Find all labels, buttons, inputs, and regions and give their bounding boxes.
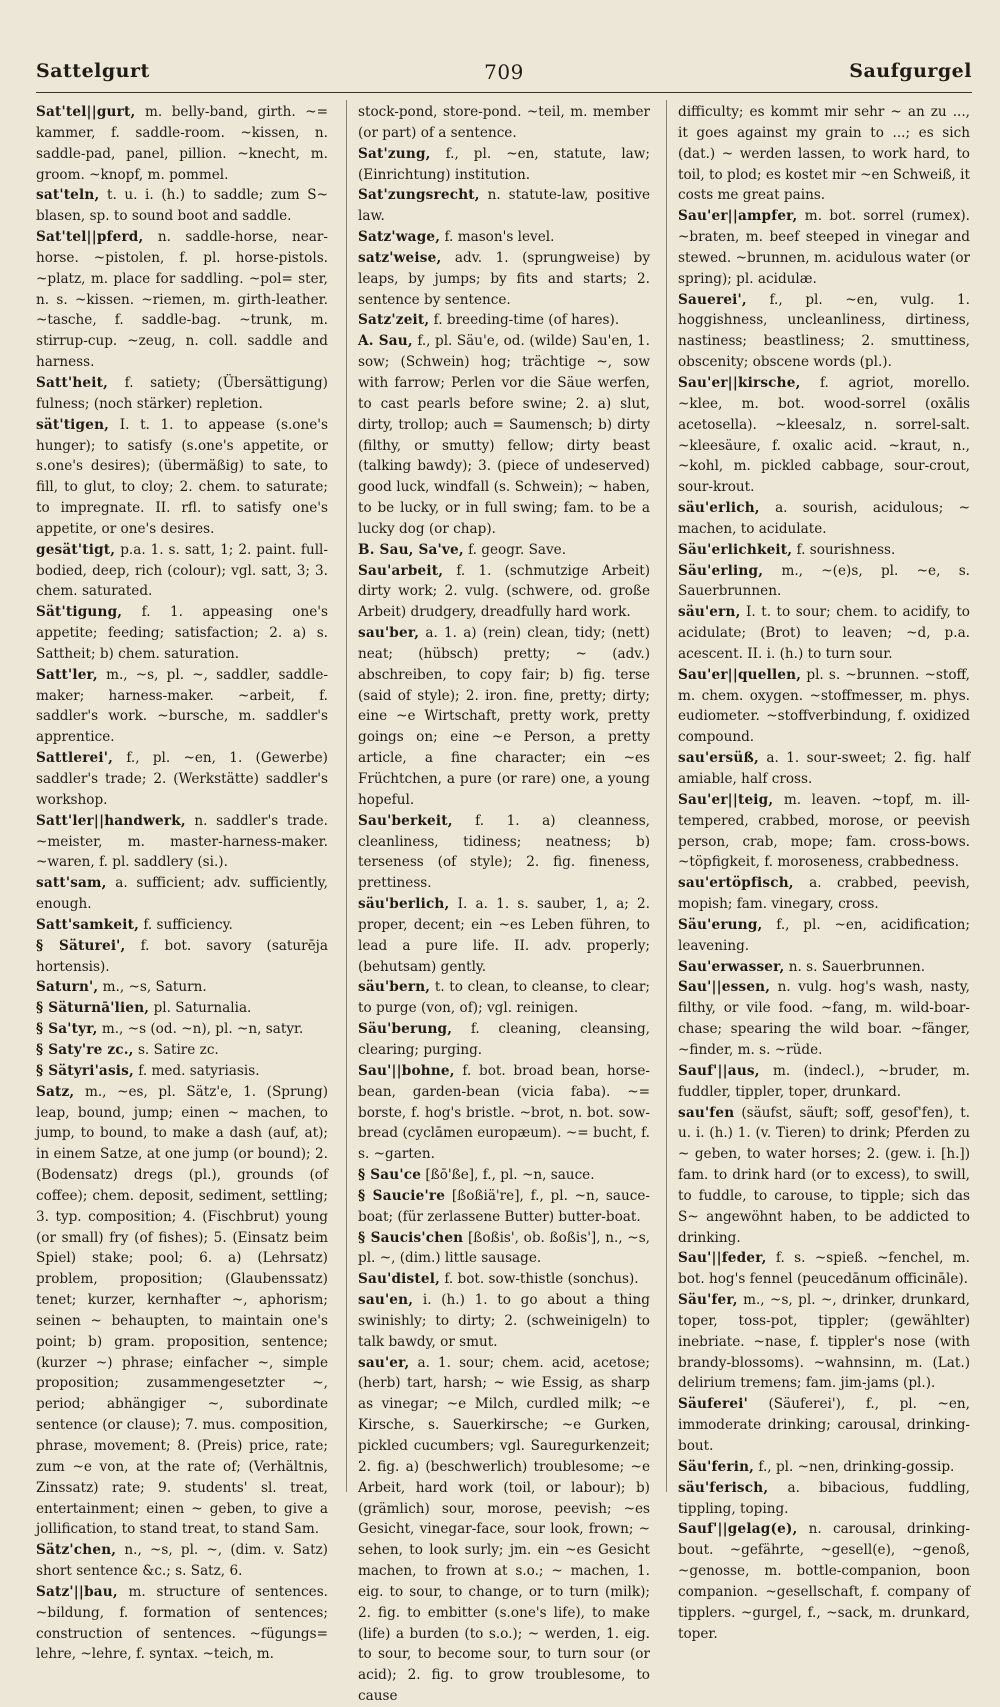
dictionary-entry xyxy=(36,1582,328,1665)
definition-text: f. satiety; (Übersättigung) fulness; (noch stärker) repletion. xyxy=(36,374,328,412)
dictionary-entry xyxy=(358,185,650,227)
definition-text: n. vulg. hog's wash, nasty, filthy, or vile food. ~fang, m. wild-boar-chase; spearing the wild boar. ~fänger, ~finder, m. s. ~rüde. xyxy=(678,979,970,1058)
headword: satz'weise, xyxy=(358,249,442,266)
headword: § Sätyri'asis, xyxy=(36,1062,134,1079)
headword: B. Sau, Sa've, xyxy=(358,541,464,558)
definition-text: p.a. 1. s. satt, 1; 2. paint. full-bodied, deep, rich (colour); vgl. satt, 3; 3. chem. saturated. xyxy=(36,541,328,600)
definition-text: f. 1. (schmutzige Arbeit) dirty work; 2. vulg. (schwere, od. große Arbeit) drudgery, dreadfully hard work. xyxy=(358,562,650,621)
dictionary-entry xyxy=(36,748,328,811)
dictionary-entry xyxy=(36,936,328,978)
dictionary-entry xyxy=(36,415,328,540)
headword: Säu'erling, xyxy=(678,562,764,579)
dictionary-entry xyxy=(678,748,970,790)
header-left-catchword: Sattelgurt xyxy=(36,60,150,82)
headword: Säu'berung, xyxy=(358,1021,453,1038)
definition-text: a. 1. sour; chem. acid, acetose; (herb) tart, harsh; ~ wie Essig, as sharp as vinegar; ~e Milch, curdled milk; ~e Kirsche, s. Sauerkirsche; ~e Gurken, pickled cucumbers; vgl. Sauregurkenzeit; 2. fig. a) (beschwerlich) troublesome; ~e Arbeit, hard work (toil, or labour); b) (grämlich) sour, morose, peevish; ~es Gesicht, vinegar-face, sour look, frown; ~ sehen, to look surly; jm. ein ~es Gesicht machen, to frown at s.o.; ~ machen, 1. eig. to sour, to change, or to turn (milk); 2. fig. to embitter (s.one's life), to make (life) a burden (to s.o.); ~ werden, 1. eig. to sour, to become sour, to turn sour (or acid); 2. fig. to grow troublesome, to cause xyxy=(358,1354,650,1705)
headword: Säu'fer, xyxy=(678,1292,738,1309)
headword: Säu'erlichkeit, xyxy=(678,541,793,558)
headword: Sät'tigung, xyxy=(36,604,123,621)
dictionary-entry xyxy=(678,873,970,915)
headword: Sau'er||teig, xyxy=(678,791,774,808)
dictionary-entry xyxy=(678,665,970,748)
dictionary-entry xyxy=(358,811,650,894)
definition-text: t. to clean, to cleanse, to clear; to purge (von, of); vgl. reinigen. xyxy=(358,979,650,1017)
headword: § Sa'tyr, xyxy=(36,1021,98,1038)
headword: Satt'samkeit, xyxy=(36,916,140,933)
dictionary-entry xyxy=(36,665,328,748)
definition-text: n. carousal, drinking-bout. ~gefährte, ~gesell(e), ~genoß, ~genosse, m. bottle-companion, boon companion. ~gesellschaft, f. company of tipplers. ~gurgel, f., ~sack, m. drunkard, toper. xyxy=(678,1521,970,1642)
definition-text: t. u. i. (h.) to saddle; zum S~ blasen, sp. to sound boot and saddle. xyxy=(36,187,328,225)
definition-text: [ßō'ße], f., pl. ~n, sauce. xyxy=(421,1167,595,1184)
dictionary-entry xyxy=(358,248,650,311)
dictionary-entry xyxy=(678,957,970,978)
headword: Sau'||bohne, xyxy=(358,1062,455,1079)
definition-text: m. structure of sentences. ~bildung, f. formation of sentences; construction of sentences. ~fügungs= lehre, ~lehre, f. syntax. ~teich, m. xyxy=(36,1583,328,1663)
dictionary-entry xyxy=(678,1519,970,1644)
headword: Sau'berkeit, xyxy=(358,812,453,829)
headword: § Saucis'chen xyxy=(358,1229,464,1246)
headword: Sat'tel||pferd, xyxy=(36,229,144,246)
definition-text: m. (indecl.), ~bruder, m. fuddler, tippler, toper, drunkard. xyxy=(678,1062,970,1100)
definition-text: f. med. satyriasis. xyxy=(133,1062,260,1079)
definition-text: n. saddler's trade. ~meister, m. master-harness-maker. ~waren, f. pl. saddlery (si.). xyxy=(36,812,328,871)
headword: säu'ferisch, xyxy=(678,1479,769,1496)
definition-text: difficulty; es kommt mir sehr ~ an zu ..., it goes against my grain to ...; es sich (dat.) ~ werden lassen, to work hard, to toil, to plod; es kostet mir ~en Schweiß, it costs me great pains. xyxy=(678,104,970,204)
definition-text: a. 1. sour-sweet; 2. fig. half amiable, half cross. xyxy=(678,750,970,787)
headword: Sat'tel||gurt, xyxy=(36,104,136,120)
dictionary-entry xyxy=(678,1394,970,1457)
headword: sau'ersüß, xyxy=(678,750,759,767)
dictionary-entry xyxy=(678,977,970,1060)
headword: Satz'wage, xyxy=(358,229,441,246)
dictionary-entry xyxy=(36,977,328,998)
dictionary-entry xyxy=(358,1269,650,1290)
definition-text: m., ~es, pl. Sätz'e, 1. (Sprung) leap, bound, jump; einen ~ machen, to jump, to bound, to make a dash (auf, at); in einem Satze, at one jump (or bound); 2. (Bodensatz) dregs (pl.), grounds (of coffee); chem. deposit, sediment, settling; 3. typ. composition; 4. (Fischbrut) young (or small) fry (of fishes); 5. (Einsatz beim Spiel) stake; pool; 6. a) (Lehrsatz) problem, proposition; (Glaubenssatz) tenet; kurzer, kernhafter ~, aphorism; seinen ~ behaupten, to maintain one's point; b) gram. proposition, sentence; (kurzer ~) phrase; einfacher ~, simple proposition; zusammengesetzter ~, period; abhängiger ~, subordinate sentence (or clause); 7. mus. composition, phrase, movement; 8. (Preis) price, rate; zum ~e von, at the rate of; (Verhältnis, Zinssatz) rate; 9. students' sl. treat, entertainment; einen ~ geben, to give a jollification, to stand treat, to stand Sam. xyxy=(36,1083,328,1538)
headword: säu'berlich, xyxy=(358,896,450,913)
headword: Satt'ler||handwerk, xyxy=(36,812,186,829)
headword: sau'ber, xyxy=(358,625,420,642)
dictionary-entry xyxy=(678,1061,970,1103)
headword: Satt'heit, xyxy=(36,374,109,391)
dictionary-entry xyxy=(678,498,970,540)
headword: Sau'er||kirsche, xyxy=(678,374,801,391)
definition-text: a. 1. a) (rein) clean, tidy; (nett) neat; (hübsch) pretty; ~ (adv.) abschreiben, to copy fair; b) fig. terse (said of style); 2. iron. fine, pretty; dirty; eine ~e Wirtschaft, pretty work, pretty goings on; eine ~e Person, a pretty article, a fine character; ein ~es Früchtchen, a pure (or rare) one, a young hopeful. xyxy=(358,625,650,808)
definition-text: n. statute-law, positive law. xyxy=(358,187,650,225)
dictionary-entry xyxy=(678,1478,970,1520)
dictionary-entry xyxy=(678,790,970,873)
definition-text: stock-pond, store-pond. ~teil, m. member (or part) of a sentence. xyxy=(358,104,650,141)
headword: § Saty're zc., xyxy=(36,1041,134,1058)
definition-text: f. bot. broad bean, horse-bean, garden-bean (vicia faba). ~= borste, f. hog's bristle. ~brot, n. bot. sow-bread (cyclāmen europæum). ~= bucht, f. s. ~garten. xyxy=(358,1062,650,1163)
dictionary-entry xyxy=(678,540,970,561)
headword: Satz, xyxy=(36,1083,75,1100)
dictionary-entry xyxy=(36,1019,328,1040)
definition-text: [ßoßiä're], f., pl. ~n, sauce-boat; (für zerlassene Butter) butter-boat. xyxy=(358,1187,650,1225)
headword: sät'tigen, xyxy=(36,416,110,433)
headword: sau'er, xyxy=(358,1354,410,1371)
definition-text: a. sufficient; adv. sufficiently, enough. xyxy=(36,875,328,913)
headword: Sat'zungsrecht, xyxy=(358,187,480,204)
dictionary-entry xyxy=(358,623,650,811)
dictionary-entry xyxy=(36,227,328,373)
dictionary-entry xyxy=(36,1061,328,1082)
dictionary-entry xyxy=(358,1290,650,1353)
headword: sau'en, xyxy=(358,1292,414,1309)
dictionary-entry xyxy=(36,998,328,1019)
dictionary-entry xyxy=(678,1248,970,1290)
dictionary-entry xyxy=(36,373,328,415)
definition-text: I. t. to sour; chem. to acidify, to acidulate; (Brot) to leaven; ~d, p.a. acescent. II. i. (h.) to turn sour. xyxy=(678,604,970,662)
headword: Satt'ler, xyxy=(36,666,98,683)
headword: Säu'erung, xyxy=(678,916,763,933)
headword: Sau'erwasser, xyxy=(678,958,785,975)
definition-text: m., ~(e)s, pl. ~e, s. Sauerbrunnen. xyxy=(678,562,970,600)
dictionary-entry xyxy=(36,873,328,915)
headword: Sau'||essen, xyxy=(678,979,771,996)
headword: Säu'ferin, xyxy=(678,1458,755,1475)
headword: sau'fen xyxy=(678,1104,735,1121)
dictionary-entry xyxy=(36,1082,328,1541)
headword: Satz'||bau, xyxy=(36,1583,118,1600)
definition-text: m., ~s, Saturn. xyxy=(98,979,207,996)
dictionary-entry xyxy=(358,1019,650,1061)
headword: § Saucie're xyxy=(358,1187,446,1204)
headword: § Säturei', xyxy=(36,937,126,954)
dictionary-entry xyxy=(358,894,650,977)
definition-text: f. geogr. Save. xyxy=(463,541,567,558)
definition-text: f., pl. ~en, acidification; leavening. xyxy=(678,916,970,954)
definition-text: m., ~s, pl. ~, saddler, saddle-maker; harness-maker. ~arbeit, f. saddler's work. ~bursche, m. saddler's apprentice. xyxy=(36,666,328,746)
headword: Säuferei' xyxy=(678,1396,748,1413)
column-divider xyxy=(346,100,347,1492)
dictionary-entry xyxy=(358,227,650,248)
headword: Sauf'||aus, xyxy=(678,1062,760,1079)
definition-text: f., pl. ~en, vulg. 1. hoggishness, uncleanliness, dirtiness, nastiness; beastliness; 2. smuttiness, obscenity; obscene words (pl.). xyxy=(678,291,970,371)
dictionary-entry xyxy=(678,102,970,206)
dictionary-entry xyxy=(36,102,328,185)
definition-text: m., ~s (od. ~n), pl. ~n, satyr. xyxy=(97,1021,304,1038)
dictionary-entry xyxy=(678,602,970,665)
definition-text: i. (h.) 1. to go about a thing swinishly; to dirty; 2. (schweinigeln) to talk bawdy, or smut. xyxy=(358,1292,650,1350)
headword: Sauf'||gelag(e), xyxy=(678,1521,798,1538)
definition-text: pl. s. ~brunnen. ~stoff, m. chem. oxygen. ~stoffmesser, m. phys. eudiometer. ~stoffverbindung, f. oxidized compound. xyxy=(678,666,970,746)
dictionary-entry xyxy=(678,915,970,957)
headword: Sat'zung, xyxy=(358,145,431,162)
definition-text: pl. Saturnalia. xyxy=(149,1000,252,1017)
dictionary-entry xyxy=(358,1165,650,1186)
headword: § Säturnā'lien, xyxy=(36,1000,150,1017)
dictionary-entry xyxy=(678,290,970,373)
definition-text: n. saddle-horse, near-horse. ~pistolen, f. pl. horse-pistols. ~platz, m. place for saddling. ~pol= ster, n. s. ~kissen. ~riemen, m. girth-leather. ~tasche, f. saddle-bag. ~trunk, m. stirrup-cup. ~zeug, n. coll. saddle and harness. xyxy=(36,229,328,371)
dictionary-entry xyxy=(36,1540,328,1582)
column-divider xyxy=(666,100,667,1492)
dictionary-entry xyxy=(358,1061,650,1165)
definition-text: n., ~s, pl. ~, (dim. v. Satz) short sentence &c.; s. Satz, 6. xyxy=(36,1542,328,1580)
definition-text: f., pl. ~en, statute, law; (Einrichtung) institution. xyxy=(358,145,650,183)
definition-text: f. 1. appeasing one's appetite; feeding; satisfaction; 2. a) s. Sattheit; b) chem. saturation. xyxy=(36,604,328,662)
definition-text: f., pl. ~nen, drinking-gossip. xyxy=(754,1458,955,1475)
page-header xyxy=(36,60,972,90)
definition-text: m. bot. sorrel (rumex). ~braten, m. beef steeped in vinegar and stewed. ~brunnen, m. acidulous water (or spring); pl. acidulæ. xyxy=(678,208,970,287)
dictionary-entry xyxy=(36,540,328,603)
dictionary-entry xyxy=(358,1186,650,1228)
header-right-catchword: Saufgurgel xyxy=(849,60,972,82)
headword: Satz'zeit, xyxy=(358,312,430,329)
dictionary-entry xyxy=(36,185,328,227)
column-1 xyxy=(36,102,328,1663)
dictionary-entry xyxy=(36,811,328,874)
definition-text: f., pl. ~en, 1. (Gewerbe) saddler's trade; 2. (Werkstätte) saddler's workshop. xyxy=(36,750,328,808)
definition-text: I. a. 1. s. sauber, 1, a; 2. proper, decent; ein ~es Leben führen, to lead a pure life. II. adv. properly; (behutsam) gently. xyxy=(358,896,650,975)
column-3 xyxy=(678,102,970,1642)
definition-text: f. sourishness. xyxy=(792,541,896,558)
definition-text: f. bot. sow-thistle (sonchus). xyxy=(440,1271,639,1288)
definition-text: s. Satire zc. xyxy=(133,1041,219,1058)
dictionary-entry xyxy=(358,1228,650,1270)
headword: § Sau'ce xyxy=(358,1167,422,1184)
dictionary-entry xyxy=(678,206,970,289)
definition-text: I. t. 1. to appease (s.one's hunger); to satisfy (s.one's appetite, or s.one's desires); (übermäßig) to sate, to fill, to glut, to cloy; 2. chem. to saturate; to impregnate. II. rfl. to satisfy one's appetite, or one's desires. xyxy=(36,416,328,537)
definition-text: f., pl. Säu'e, od. (wilde) Sau'en, 1. sow; (Schwein) hog; trächtige ~, sow with farrow; Perlen vor die Säue werfen, to cast pearls before swine; 2. a) slut, dirty, trollop; auch = Saumensch; b) dirty (filthy, or smutty) fellow; dirty beast (talking bawdy); 3. (piece of undeserved) good luck, windfall (s. Schwein); ~ haben, to be lucky, or in full swing; fam. to be a lucky dog (or chap). xyxy=(358,333,650,537)
headword: satt'sam, xyxy=(36,875,107,892)
column-2 xyxy=(358,102,650,1705)
dictionary-entry xyxy=(36,602,328,665)
definition-text: f. cleaning, cleansing, clearing; purging. xyxy=(358,1021,650,1058)
dictionary-entry xyxy=(358,1353,650,1707)
definition-text: f. sufficiency. xyxy=(139,916,233,933)
headword: säu'erlich, xyxy=(678,500,760,517)
definition-text: f. 1. a) cleanness, cleanliness, tidiness; neatness; b) terseness (of style); 2. fig. fineness, prettiness. xyxy=(358,812,650,892)
headword: Sätz'chen, xyxy=(36,1542,117,1559)
headword: Saturn', xyxy=(36,979,99,996)
page-number: 709 xyxy=(484,60,524,84)
headword: Sauerei', xyxy=(678,291,747,308)
dictionary-entry xyxy=(358,102,650,144)
definition-text: m. belly-band, girth. ~= kammer, f. saddle-room. ~kissen, n. saddle-pad, panel, pillion. ~knecht, m. groom. ~knopf, m. pommel. xyxy=(36,104,328,183)
header-rule xyxy=(36,92,972,93)
headword: A. Sau, xyxy=(358,333,413,350)
headword: Sau'distel, xyxy=(358,1271,441,1288)
definition-text: (säufst, säuft; soff, gesof'fen), t. u. i. (h.) 1. (v. Tieren) to drink; Pferden zu ~ geben, to water horses; 2. (gew. i. [h.]) fam. to drink hard (or to excess), to swill, to fuddle, to carouse, to tipple; sich das S~ angewöhnt haben, to be addicted to drinking. xyxy=(678,1104,970,1246)
definition-text: a. crabbed, peevish, mopish; fam. vinegary, cross. xyxy=(678,875,970,913)
definition-text: f. agriot, morello. ~klee, m. bot. wood-sorrel (oxālis acetosella). ~kleesalz, n. sorrel-salt. ~kleesäure, f. oxalic acid. ~kraut, n., ~kohl, m. pickled cabbage, sour-crout, sour-krout. xyxy=(678,374,970,496)
headword: säu'bern, xyxy=(358,979,431,996)
dictionary-entry xyxy=(678,561,970,603)
headword: gesät'tigt, xyxy=(36,541,116,558)
dictionary-entry xyxy=(358,977,650,1019)
headword: Sau'||feder, xyxy=(678,1250,767,1267)
dictionary-entry xyxy=(678,1457,970,1478)
definition-text: n. s. Sauerbrunnen. xyxy=(784,958,926,975)
definition-text: a. bibacious, fuddling, tippling, toping. xyxy=(678,1479,970,1517)
headword: Sau'er||ampfer, xyxy=(678,208,798,225)
headword: sat'teln, xyxy=(36,187,100,204)
definition-text: f. mason's level. xyxy=(440,229,555,246)
headword: Sau'er||quellen, xyxy=(678,666,802,683)
headword: säu'ern, xyxy=(678,604,741,621)
definition-text: m., ~s, pl. ~, drinker, drunkard, toper, toss-pot, tippler; (gewählter) inebriate. ~nase, f. tippler's nose (with brandy-blossoms). ~wahnsinn, m. (Lat.) delirium tremens; fam. jim-jams (pl.). xyxy=(678,1292,970,1392)
dictionary-entry xyxy=(358,561,650,624)
definition-text: (Säuferei'), f., pl. ~en, immoderate drinking; carousal, drinking-bout. xyxy=(678,1396,970,1454)
definition-text: f. s. ~spieß. ~fenchel, m. bot. hog's fennel (peucedānum officināle). xyxy=(678,1250,970,1288)
definition-text: adv. 1. (sprungweise) by leaps, by jumps; by fits and starts; 2. sentence by sentence. xyxy=(358,249,650,308)
definition-text: [ßoßis', ob. ßoßis'], n., ~s, pl. ~, (dim.) little sausage. xyxy=(358,1229,650,1267)
dictionary-entry xyxy=(36,915,328,936)
definition-text: a. sourish, acidulous; ~ machen, to acidulate. xyxy=(678,500,970,537)
dictionary-entry xyxy=(358,310,650,331)
dictionary-entry xyxy=(36,1040,328,1061)
headword: Sattlerei', xyxy=(36,750,114,767)
dictionary-entry xyxy=(358,331,650,539)
definition-text: f. breeding-time (of hares). xyxy=(429,312,620,329)
dictionary-entry xyxy=(678,373,970,498)
dictionary-entry xyxy=(678,1290,970,1394)
definition-text: m. leaven. ~topf, m. ill-tempered, crabbed, morose, or peevish person, crab, mope; fam. cross-bows. ~töpfigkeit, f. moroseness, crabbedness. xyxy=(678,791,970,871)
dictionary-entry xyxy=(358,144,650,186)
dictionary-entry xyxy=(358,540,650,561)
headword: sau'ertöpfisch, xyxy=(678,875,794,892)
definition-text: f. bot. savory (saturēja hortensis). xyxy=(36,937,328,975)
dictionary-entry xyxy=(678,1103,970,1249)
headword: Sau'arbeit, xyxy=(358,562,444,579)
